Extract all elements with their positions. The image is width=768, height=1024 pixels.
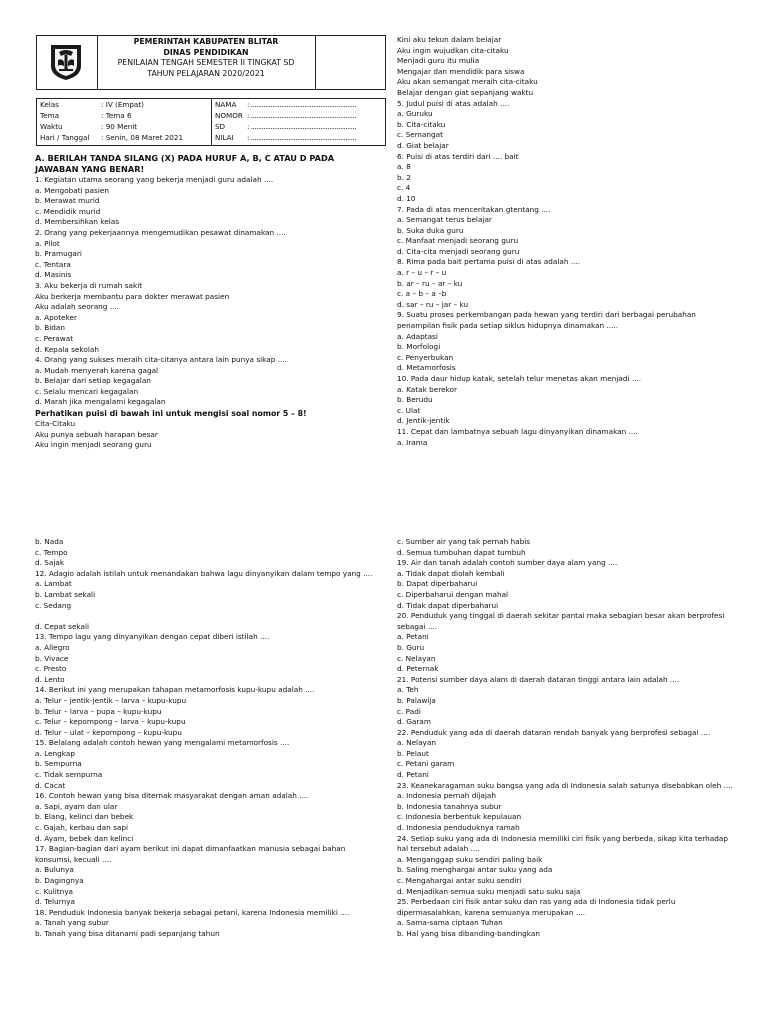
text-line: 19. Air dan tanah adalah contoh sumber daya alam yang .... (397, 558, 618, 568)
text-line: 17. Bagian-bagian dari ayam berikut ini dapat dimanfaatkan manusia sebagai bahan (35, 844, 346, 854)
text-line: 20. Penduduk yang tinggal di daerah sekitar pantai maka sebagian besar akan berprofesi (397, 611, 725, 621)
text-line: c. Diperbaharui dengan mahal (397, 589, 509, 599)
text-line (35, 611, 380, 622)
text-line: d. Garam (397, 717, 431, 727)
text-line: d. Telurnya (35, 897, 75, 907)
text-line: c. a – b – a –b (397, 289, 447, 299)
header-line-3: PENILAIAN TENGAH SEMESTER II TINGKAT SD (117, 58, 295, 67)
text-line: d. Masinis (35, 270, 72, 280)
text-line: Aku ingin wujudkan cita-citaku (397, 45, 509, 55)
hari-label: Hari / Tanggal (40, 133, 90, 142)
page2-left-lines (35, 537, 380, 940)
text-line: d. Sajak (35, 558, 65, 568)
blitar-regency-emblem-icon (47, 42, 85, 82)
header-line-4: TAHUN PELAJARAN 2020/2021 (147, 68, 265, 78)
text-line: b. Vivace (35, 653, 69, 663)
header-line-2: DINAS PENDIDIKAN (163, 47, 249, 57)
info-divider (211, 99, 212, 145)
text-line: b. Nada (35, 537, 64, 546)
text-line: a. Sapi, ayam dan ular (35, 801, 118, 811)
text-line: 6. Puisi di atas terdiri dari .... bait (397, 151, 519, 161)
text-line: a. Adaptasi (397, 331, 438, 341)
text-line: a. Pilot (35, 238, 60, 248)
text-line: b. Telur – larva – pupa – kupu-kupu (35, 706, 162, 716)
text-line: c. Indonesia berbentuk kepulauan (397, 812, 522, 822)
text-line: b. Suka duka guru (397, 225, 464, 235)
text-line: a. Katak berekor (397, 384, 457, 394)
text-line: 24. Setiap suku yang ada di Indonesia memiliki ciri fisik yang berbeda, sikap kita terhadap (397, 833, 728, 843)
text-line: 13. Tempo lagu yang dinyanyikan dengan cepat diberi istilah .... (35, 632, 270, 642)
text-line: b. Hal yang bisa dibanding-bandingkan (397, 928, 540, 938)
text-line: a. 8 (397, 162, 411, 172)
text-line: d. Kepala sekolah (35, 344, 99, 354)
text-line: Aku punya sebuah harapan besar (35, 429, 158, 439)
text-line: 1. Kegiatan utama seorang yang bekerja menjadi guru adalah .... (35, 175, 274, 184)
poem-heading: Perhatikan puisi di bawah ini untuk mengisi soal nomor 5 – 8! (35, 409, 307, 419)
text-line: c. Selalu mencari kegagalan (35, 386, 139, 396)
text-line: d. Telur – ulat – kepompong – kupu-kupu (35, 727, 182, 737)
text-line: 15. Belalang adalah contoh hewan yang mengalami metamorfosis .... (35, 738, 290, 748)
text-line: a. r – u – r – u (397, 268, 447, 278)
text-line: dipermasalahkan, karena semuanya merupakan .... (397, 907, 586, 917)
exam-header-box (36, 35, 386, 90)
sd-blank: : ........................................................... (247, 122, 357, 131)
text-line: d. Giat belajar (397, 140, 449, 150)
text-line: a. Allegro (35, 642, 70, 652)
text-line: b. Saling menghargai antar suku yang ada (397, 865, 553, 875)
text-line: Belajar dengan giat sepanjang waktu (397, 87, 534, 97)
nomor-label: NOMOR (215, 111, 243, 120)
text-line: b. Cita-citaku (397, 119, 446, 129)
text-line: c. 4 (397, 183, 411, 193)
text-line: b. Guru (397, 642, 425, 652)
text-line: d. Ayam, bebek dan kelinci (35, 833, 134, 843)
text-line: 4. Orang yang sukses meraih cita-citanya antara lain punya sikap .... (35, 355, 287, 365)
text-line: a. Semangat terus belajar (397, 215, 492, 225)
text-line: d. Tidak dapat diperbaharui (397, 600, 499, 610)
nilai-label: NILAI (215, 133, 234, 142)
text-line: b. Pelaut (397, 748, 429, 758)
text-line: 18. Penduduk Indonesia banyak bekerja sebagai petani, karena Indonesia memiliki .... (35, 907, 350, 917)
text-line: c. Mendidik murid (35, 206, 101, 216)
text-line: Aku adalah seorang .... (35, 302, 120, 312)
text-line: c. Gajah, kerbau dan sapi (35, 823, 129, 833)
text-line: d. Jentik-jentik (397, 416, 450, 426)
text-line: a. Menganggap suku sendiri paling baik (397, 854, 543, 864)
nilai-blank: : ........................................................... (247, 133, 357, 142)
text-line: Aku berkerja membantu para dokter merawat pasien (35, 291, 230, 301)
kelas-value: : IV (Empat) (101, 100, 144, 109)
text-line: b. Lambat sekali (35, 589, 96, 599)
text-line: Aku akan semangat meraih cita-citaku (397, 77, 538, 87)
text-line: 8. Rima pada bait pertama puisi di atas adalah .... (397, 257, 581, 267)
text-line: c. Ulat (397, 405, 421, 415)
page1-right-lines (397, 35, 742, 448)
text-line: 3. Aku bekerja di rumah sakit (35, 280, 143, 290)
student-info-table (36, 98, 386, 146)
nama-label: NAMA (215, 100, 237, 109)
text-line: 25. Perbedaan ciri fisik antar suku dan ras yang ada di Indonesia tidak perlu (397, 897, 676, 907)
text-line: d. Cita-cita menjadi seorang guru (397, 246, 520, 256)
text-line: a. Mudah menyerah karena gagal (35, 365, 159, 375)
text-line: b. 2 (397, 172, 411, 182)
text-line: 7. Pada di atas menceritakan gtentang .... (397, 204, 551, 214)
text-line: a. Tidak dapat diolah kembali (397, 568, 505, 578)
text-line: a. Bulunya (35, 865, 74, 875)
text-line: b. Palawija (397, 695, 436, 705)
text-line: a. Teh (397, 685, 419, 695)
text-line: c. Semangat (397, 130, 443, 140)
text-line: b. Sempurna (35, 759, 82, 769)
page2-left-column (35, 537, 380, 940)
text-line: d. Indonesia penduduknya ramah (397, 823, 520, 833)
page1-left-column (35, 153, 380, 451)
text-line: c. Sedang (35, 600, 72, 610)
text-line: d. Membersihkan kelas (35, 217, 120, 227)
text-line: c. Telur – kepompong – larva – kupu-kupu (35, 717, 186, 727)
tema-label: Tema (40, 111, 59, 120)
text-line: d. Lento (35, 674, 65, 684)
text-line: 21. Potensi sumber daya alam di daerah dataran tinggi antara lain adalah .... (397, 674, 680, 684)
text-line: sebagai .... (397, 621, 438, 631)
text-line: c. Mengahargai antar suku sendiri (397, 876, 522, 885)
text-line: a. Lambat (35, 579, 72, 589)
text-line: 2. Orang yang pekerjaannya mengemudikan pesawat dinamakan .... (35, 227, 286, 237)
text-line: b. Belajar dari setiap kegagalan (35, 376, 151, 386)
text-line: Kini aku tekun dalam belajar (397, 35, 502, 44)
text-line: d. Semua tumbuhan dapat tumbuh (397, 547, 526, 557)
text-line: b. Dagingnya (35, 876, 84, 885)
text-line: b. Tanah yang bisa ditanami padi sepanjang tahun (35, 928, 220, 938)
text-line: a. Indonesia pernah dijajah (397, 791, 497, 801)
section-a-heading: A. BERILAH TANDA SILANG (X) PADA HURUF A, B, C ATAU D PADA JAWABAN YANG BENAR! (35, 153, 335, 174)
waktu-value: : 90 Menit (101, 122, 138, 131)
text-line: d. Cacat (35, 780, 66, 790)
text-line: d. Metamorfosis (397, 363, 456, 373)
nama-blank: : ........................................................... (247, 100, 357, 109)
text-line: c. Petani garam (397, 759, 455, 769)
text-line: b. Berudu (397, 395, 433, 405)
text-line: Mengajar dan mendidik para siswa (397, 66, 525, 76)
text-line: c. Perawat (35, 333, 74, 343)
header-line-1: PEMERINTAH KABUPATEN BLITAR (133, 37, 279, 46)
text-line: b. Elang, kelinci dan bebek (35, 812, 134, 822)
text-line: 14. Berikut ini yang merupakan tahapan metamorfosis kupu-kupu adalah .... (35, 685, 315, 695)
text-line: d. Marah jika mengalami kegagalan (35, 397, 166, 407)
text-line: b. Morfologi (397, 342, 441, 352)
text-line: 10. Pada daur hidup katak, setelah telur menetas akan menjadi .... (397, 374, 642, 383)
text-line: Aku ingin menjadi seorang guru (35, 440, 152, 450)
text-line: a. Lengkap (35, 748, 75, 758)
text-line: Cita-Citaku (35, 419, 76, 429)
text-line: 23. Keanekaragaman suku bangsa yang ada di Indonesia salah satunya disebabkan oleh .... (397, 780, 733, 790)
text-line: a. Petani (397, 632, 429, 642)
text-line: a. Tanah yang subur (35, 918, 109, 928)
text-line: b. Merawat murid (35, 196, 100, 206)
text-line: b. Dapat diperbaharui (397, 579, 478, 589)
sd-label: SD (215, 122, 226, 131)
kelas-label: Kelas (40, 100, 59, 109)
text-line: Menjadi guru itu mulia (397, 56, 480, 66)
text-line: b. ar – ru – ar – ku (397, 278, 463, 288)
hari-value: : Senin, 08 Maret 2021 (101, 133, 184, 142)
text-line: d. Cepat sekali (35, 621, 90, 631)
text-line: 16. Contoh hewan yang bisa diternak masyarakat dengan aman adalah .... (35, 791, 309, 801)
text-line: c. Tempo (35, 547, 68, 557)
text-line: b. Indonesia tanahnya subur (397, 801, 502, 811)
text-line: c. Presto (35, 664, 67, 674)
text-line: c. Penyerbukan (397, 352, 454, 362)
text-line: a. Irama (397, 437, 428, 447)
text-line: konsumsi, kecuali .... (35, 854, 112, 864)
text-line: 12. Adagio adalah istilah untuk menandakan bahwa lagu dinyanyikan dalam tempo yang .... (35, 568, 373, 578)
text-line: 9. Suatu proses perkembangan pada hewan yang terdiri dari berbagai perubahan (397, 310, 696, 320)
text-line: c. Nelayan (397, 653, 436, 663)
text-line: d. Peternak (397, 664, 439, 674)
text-line: c. Tentara (35, 259, 71, 269)
text-line: a. Apoteker (35, 312, 78, 322)
text-line: c. Tidak sempurna (35, 770, 103, 780)
logo-cell (37, 36, 98, 89)
text-line: a. Telur – jentik-jentik – larva – kupu-kupu (35, 695, 187, 705)
text-line: c. Manfaat menjadi seorang guru (397, 236, 519, 246)
text-line: hal tersebut adalah .... (397, 844, 480, 854)
page2-right-lines (397, 537, 742, 940)
poem-lines (35, 419, 380, 451)
nomor-blank: : ........................................................... (247, 111, 357, 120)
text-line: b. Bidan (35, 323, 66, 333)
text-line: 22. Penduduk yang ada di daerah dataran rendah banyak yang berprofesi sebagai .... (397, 727, 711, 737)
text-line: c. Kulitnya (35, 886, 74, 896)
text-line: a. Sama-sama ciptaan Tuhan (397, 918, 503, 928)
text-line: d. Menjadikan semua suku menjadi satu suku saja (397, 886, 581, 896)
text-line: d. 10 (397, 193, 416, 203)
text-line: c. Padi (397, 706, 421, 716)
text-line: penampilan fisik pada setiap siklus hidupnya dinamakan ..... (397, 321, 619, 331)
text-line: a. Guruku (397, 109, 433, 119)
page2-right-column (397, 537, 742, 940)
page1-left-lines (35, 175, 380, 408)
text-line: 11. Cepat dan lambatnya sebuah lagu dinyanyikan dinamakan .... (397, 426, 638, 436)
text-line: d. sar – ru – jar – ku (397, 299, 469, 309)
page1-right-column (397, 35, 742, 448)
header-title-cell (97, 36, 316, 89)
waktu-label: Waktu (40, 122, 63, 131)
tema-value: : Tema 6 (101, 111, 132, 120)
text-line: a. Mengobati pasien (35, 185, 109, 195)
text-line: a. Nelayan (397, 738, 436, 748)
text-line: c. Sumber air yang tak pernah habis (397, 537, 531, 546)
text-line: b. Pramugari (35, 249, 82, 259)
text-line: d. Petani (397, 770, 429, 780)
text-line: 5. Judul puisi di atas adalah .... (397, 98, 510, 108)
